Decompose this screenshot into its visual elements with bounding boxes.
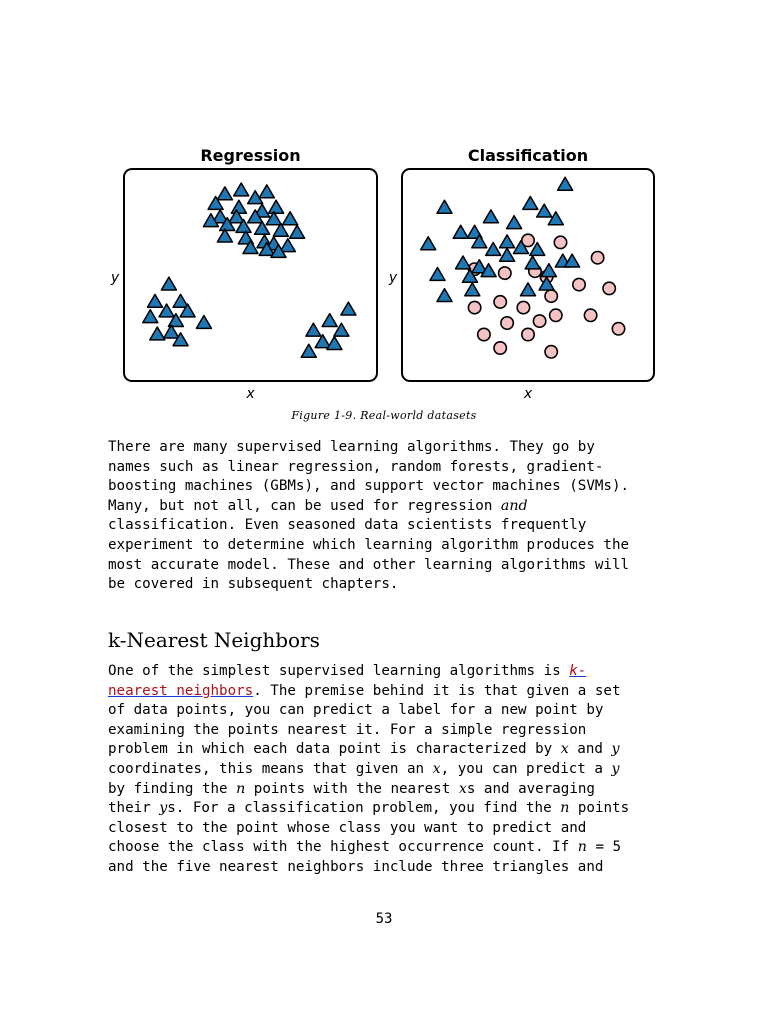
classification-x-axis-label: x <box>523 386 533 402</box>
classification-data-circle <box>499 267 511 279</box>
text: and <box>568 741 612 758</box>
classification-y-axis-label: y <box>388 270 398 286</box>
var-n: n <box>560 800 570 817</box>
var-y: y <box>159 800 168 817</box>
text: and the five nearest neighbors include three triangles and <box>108 858 604 875</box>
regression-panel-title: Regression <box>200 146 301 165</box>
classification-data-circle <box>494 342 506 354</box>
para1-line-4: Many, but not all, can be used for regression <box>108 497 501 514</box>
para1-line-8: be covered in subsequent chapters. <box>108 576 399 593</box>
var-n: n <box>236 780 246 797</box>
classification-data-circle <box>584 309 596 321</box>
text: choose the class with the highest occurrence count. If <box>108 839 578 856</box>
regression-x-axis-label: x <box>246 386 255 402</box>
text: coordinates, this means that given an <box>108 760 433 777</box>
paragraph-knn <box>108 662 668 878</box>
section-heading: k-Nearest Neighbors <box>108 628 320 652</box>
var-x: x <box>432 760 441 777</box>
classification-data-circle <box>612 323 624 335</box>
para1-line-3: boosting machines (GBMs), and support vector machines (SVMs). <box>108 478 630 495</box>
text: One of the simplest supervised learning algorithms is <box>108 663 570 679</box>
classification-data-circle <box>591 252 603 264</box>
figure-real-world-datasets <box>0 0 768 440</box>
para1-line-5: classification. Even seasoned data scientists frequently <box>108 517 587 534</box>
classification-data-circle <box>468 301 480 313</box>
text: by finding the <box>108 780 237 797</box>
classification-data-circle <box>554 236 566 248</box>
classification-data-circle <box>545 290 557 302</box>
text: problem in which each data point is characterized by <box>108 741 561 758</box>
classification-data-circle <box>603 282 615 294</box>
text: points with the nearest <box>245 780 459 797</box>
var-y: y <box>611 760 620 777</box>
text: their <box>108 800 160 817</box>
classification-data-circle <box>517 301 529 313</box>
text: = 5 <box>586 839 622 856</box>
classification-data-circle <box>522 328 534 340</box>
classification-data-circle <box>550 309 562 321</box>
text: of data points, you can predict a label for a new point by <box>108 702 604 719</box>
text: closest to the point whose class you want to predict and <box>108 819 587 836</box>
text: s and averaging <box>466 780 595 797</box>
text: examining the points nearest it. For a simple regression <box>108 721 587 738</box>
var-x: x <box>458 780 467 797</box>
classification-panel-title: Classification <box>467 146 589 165</box>
classification-data-circle <box>478 328 490 340</box>
text: , you can predict a <box>440 760 612 777</box>
text: . The premise behind it is that given a set <box>253 682 621 699</box>
para1-line-1: There are many supervised learning algorithms. They go by <box>108 439 595 455</box>
page-number: 53 <box>375 911 393 927</box>
knn-link-part-2[interactable]: nearest neighbors <box>108 682 254 699</box>
text: s. For a classification problem, you find the <box>167 800 561 817</box>
classification-data-circle <box>573 278 585 290</box>
para1-line-2: names such as linear regression, random forests, gradient- <box>108 458 604 475</box>
var-n: n <box>577 839 587 856</box>
classification-data-circle <box>494 296 506 308</box>
regression-y-axis-label: y <box>110 270 120 286</box>
knn-link-part-1[interactable]: k- <box>569 663 587 679</box>
var-x: x <box>560 741 569 758</box>
classification-data-circle <box>533 315 545 327</box>
classification-data-circle <box>545 346 557 358</box>
figure-caption: Figure 1-9. Real-world datasets <box>291 409 477 422</box>
paragraph-supervised-algorithms <box>108 438 668 595</box>
para1-line-7: most accurate model. These and other learning algorithms will <box>108 556 630 573</box>
var-y: y <box>611 741 620 758</box>
classification-data-circle <box>501 317 513 329</box>
text: points <box>569 800 630 817</box>
para1-line-6: experiment to determine which learning algorithm produces the <box>108 536 630 553</box>
emphasis-and: and <box>500 497 528 514</box>
